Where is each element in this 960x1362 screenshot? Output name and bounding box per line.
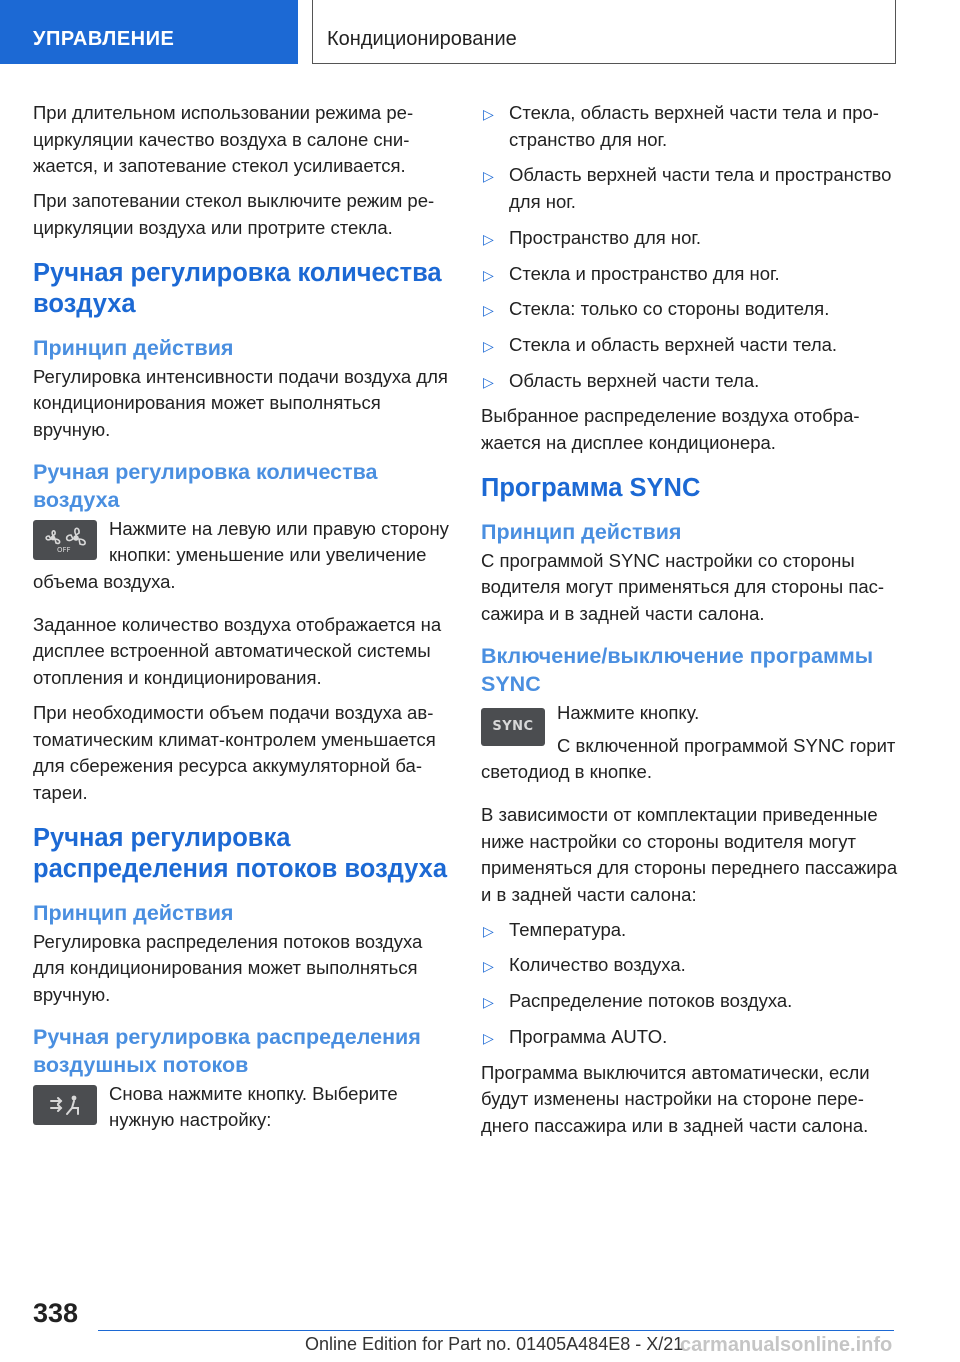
paragraph: Регулировка интенсивности подачи воздуха для кондиционирования может выполняться вручную. [33, 365, 448, 440]
list-item: ▷ Программа AUTO. [481, 1024, 901, 1051]
triangle-bullet-icon: ▷ [483, 230, 494, 247]
air-distribution-button-icon [33, 1085, 97, 1125]
list-item: ▷ Стекла и пространство для ног. [481, 261, 901, 288]
instruction-sync [481, 700, 901, 792]
footer-divider [98, 1330, 894, 1331]
page-number: 338 [33, 1298, 79, 1328]
paragraph: При необходимости объем подачи воздуха автоматическим климат-контролем уменьшается для сбережения ресурса аккумуляторной батареи. [33, 701, 436, 803]
list-item: ▷ Распределение потоков воздуха. [481, 988, 901, 1015]
paragraph: С программой SYNC настройки со стороны водителя могут применяться для стороны пассажира и в задней части салона. [481, 549, 885, 625]
sync-settings-list [481, 917, 901, 1051]
triangle-bullet-icon: ▷ [483, 373, 494, 390]
footer-edition: Online Edition for Part no. 01405A484E8 - X/21 [305, 1334, 684, 1354]
paragraph: При запотевании стекол выключите режим рециркуляции воздуха или протрите стекла. [33, 190, 435, 238]
heading-air-amount: Ручная регулировка количества воздуха [33, 258, 442, 318]
triangle-bullet-icon: ▷ [483, 266, 494, 283]
paragraph: Выбранное распределение воздуха отображается на дисплее кондиционера. [481, 405, 860, 454]
triangle-bullet-icon: ▷ [483, 958, 494, 975]
paragraph: Снова нажмите кнопку. Выберите нужную настройку: [109, 1082, 398, 1131]
subheading-sync-onoff: Включение/выключение программы SYNC [481, 643, 874, 696]
triangle-bullet-icon: ▷ [483, 1029, 494, 1046]
section-tab: УПРАВЛЕНИЕ [0, 0, 298, 64]
triangle-bullet-icon: ▷ [483, 168, 494, 185]
triangle-bullet-icon: ▷ [483, 337, 494, 354]
paragraph: Регулировка распределения потоков воздуха для кондиционирования может выполняться вручную. [33, 930, 423, 1006]
paragraph: Нажмите на левую или правую сторону кнопки: уменьшение или увеличение объема воздуха. [33, 517, 449, 593]
right-column [481, 100, 901, 1148]
list-item: ▷ Температура. [481, 917, 901, 944]
fan-off-label: OFF [57, 545, 71, 554]
instruction-fan [33, 516, 451, 602]
subheading-principle: Принцип действия [33, 335, 234, 360]
subheading-air-amount: Ручная регулировка количества воздуха [33, 459, 378, 512]
triangle-bullet-icon: ▷ [483, 302, 494, 319]
sync-button-icon: SYNC [481, 708, 545, 746]
subheading-principle: Принцип действия [481, 519, 682, 544]
distribution-options-list [481, 100, 901, 394]
instruction-distribution [33, 1081, 451, 1140]
paragraph: Заданное количество воздуха отображается на дисплее встроенной автоматической системы отопления и кондиционирования. [33, 613, 442, 689]
list-item: ▷ Область верхней части тела и пространство для ног. [483, 164, 892, 213]
paragraph: Нажмите кнопку. [557, 701, 700, 723]
list-item: ▷ Стекла и область верхней части тела. [481, 332, 901, 359]
list-item: ▷ Стекла: только со стороны водителя. [481, 296, 901, 323]
subheading-principle: Принцип действия [33, 900, 234, 925]
list-item: ▷ Количество воздуха. [481, 952, 901, 979]
heading-sync: Программа SYNC [481, 473, 701, 502]
subheading-air-distribution: Ручная регулировка распределения воздушных потоков [33, 1024, 421, 1077]
paragraph: Программа выключится автоматически, если будут изменены настройки на стороне переднего пассажира или в задней части салона. [481, 1061, 870, 1136]
list-item: ▷ Область верхней части тела. [481, 368, 901, 395]
triangle-bullet-icon: ▷ [483, 106, 494, 122]
list-item: ▷ Пространство для ног. [481, 225, 901, 252]
triangle-bullet-icon: ▷ [483, 922, 494, 939]
chapter-title: Кондиционирование [312, 0, 896, 64]
paragraph: В зависимости от комплектации приведенные ниже настройки со стороны водителя могут применяться для стороны переднего пассажира и в задней части салона: [481, 803, 898, 906]
triangle-bullet-icon: ▷ [483, 994, 494, 1011]
fan-button-icon [33, 520, 97, 560]
list-item: ▷ Стекла, область верхней части тела и пространство для ног. [483, 102, 879, 150]
paragraph: При длительном использовании режима рециркуляции качество воздуха в салоне снижается, и запотевание стекол усиливается. [33, 102, 414, 177]
paragraph: С включенной программой SYNC горит светодиод в кнопке. [481, 734, 896, 783]
left-column [33, 100, 451, 1150]
watermark: carmanualsonline.info [680, 1334, 893, 1356]
heading-air-distribution: Ручная регулировка распределения потоков воздуха [33, 823, 448, 883]
